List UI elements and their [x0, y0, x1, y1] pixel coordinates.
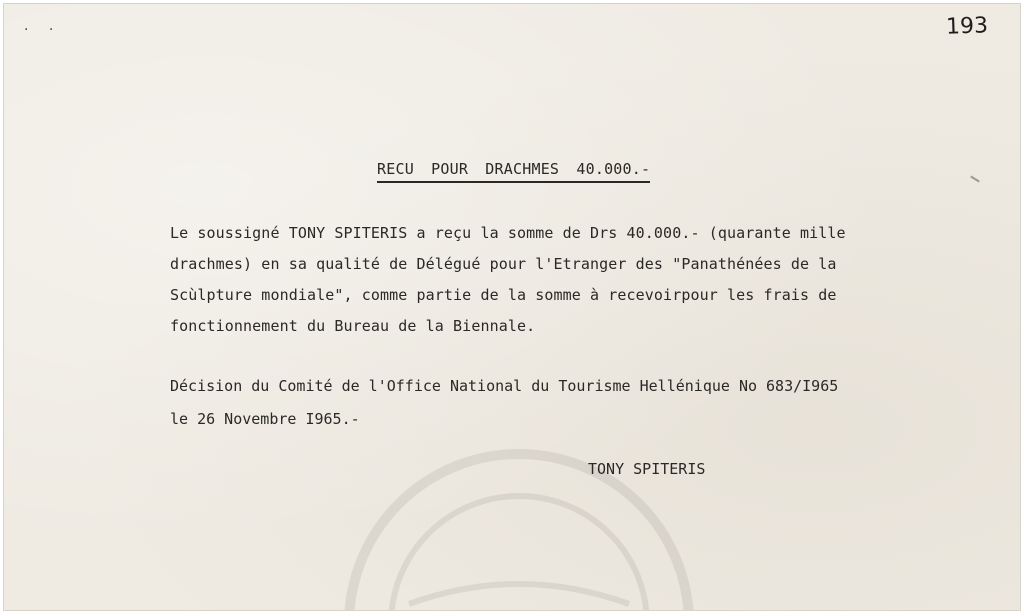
paragraph-line: Scùlpture mondiale", comme partie de la somme à recevoirpour les frais de	[170, 286, 837, 304]
paragraph-line: Le soussigné TONY SPITERIS a reçu la somme de Drs 40.000.- (quarante mille	[170, 224, 846, 242]
decision-block	[170, 370, 838, 436]
decision-line: Décision du Comité de l'Office National du Tourisme Hellénique No 683/I965	[170, 377, 839, 395]
decision-line: le 26 Novembre I965.-	[170, 410, 360, 428]
paragraph-line: fonctionnement du Bureau de la Biennale.	[170, 317, 536, 335]
ink-mark	[970, 176, 980, 183]
paragraph-line: drachmes) en sa qualité de Délégué pour l'Etranger des "Panathénées de la	[170, 255, 837, 273]
signature-name: TONY SPITERIS	[588, 460, 706, 478]
document-page	[3, 3, 1021, 611]
page-number: 193	[945, 13, 989, 40]
receipt-paragraph	[170, 218, 846, 342]
corner-marks: · ·	[24, 22, 62, 38]
document-title: RECU POUR DRACHMES 40.000.-	[377, 160, 650, 183]
